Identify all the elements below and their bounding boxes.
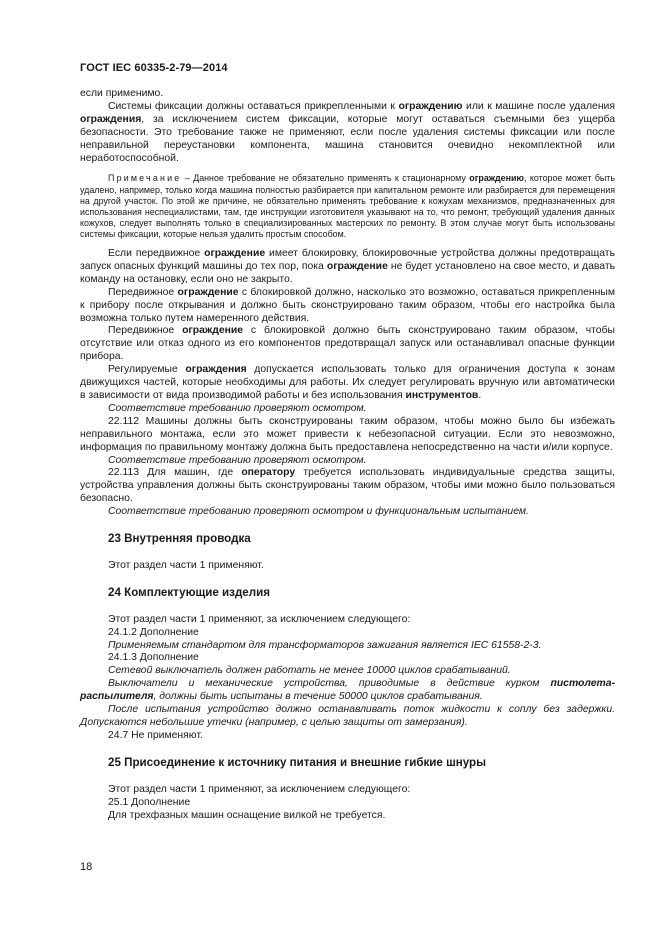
note-paragraph: Примечание – Данное требование не обязательно применять к стационарному ограждению, которое может быть удалено, например, только когда машина полностью разбирается при капитальном ремонте или разбирается для перемещения на другой участок. По этой же причине, не обязательно применять требование к кожухам механизмов, предназначенных для использования неспециалистами, там, где инструкции изготовителя указывают на то, что ремонт, требующий удаления данных кожухов, следует выполнять только в специализированных мастерских по ремонту. В этом случае могут быть использованы системы фиксации, которые нельзя удалить простым способом. — [80, 173, 615, 239]
paragraph-movable-guard: Передвижное ограждение с блокировкой должно, насколько это возможно, оставаться прикрепленным к прибору после открывания и должно быть сконструировано таким образом, чтобы его настройка была возможна только путем намеренного действия. — [80, 286, 615, 324]
section-heading-23: 23 Внутренняя проводка — [108, 532, 251, 546]
page-number: 18 — [80, 861, 93, 873]
standard-header: ГОСТ IEC 60335-2-79—2014 — [80, 62, 228, 74]
section-25-intro: Этот раздел части 1 применяют, за исключением следующего: — [108, 783, 411, 795]
clause-24-1-2-text: Применяемым стандартом для трансформаторов зажигания является IEC 61558-2-3. — [108, 639, 542, 651]
section-23-text: Этот раздел части 1 применяют. — [108, 559, 264, 571]
paragraph-adjustable-guard: Регулируемые ограждения допускается использовать только для ограничения доступа к зонам движущихся частей, которые необходимы для работы. Их следует регулировать вручную или автоматически в зависимости от вида производимой работы и без использования инструментов. — [80, 364, 615, 401]
page-body — [80, 88, 615, 822]
clause-22-113: 22.113 Для машин, где оператору требуется использовать индивидуальные средства защиты, устройства управления должны быть сконструированы таким образом, чтобы ими можно было пользоваться безопасно. — [80, 467, 615, 505]
paragraph-interlock: Если передвижное ограждение имеет блокировку, блокировочные устройства должны предотвращать запуск опасных функций машины до тех пор, пока ограждение не будет установлено на свое место, и давать команду на остановку, если оно не закрыто. — [80, 248, 615, 285]
section-heading-24: 24 Комплектующие изделия — [108, 585, 271, 599]
clause-24-1-3-text: Сетевой выключатель должен работать не менее 10000 циклов срабатываний. — [108, 665, 511, 677]
section-24-intro: Этот раздел части 1 применяют, за исключением следующего: — [108, 613, 411, 625]
section-heading-25: 25 Присоединение к источнику питания и внешние гибкие шнуры — [108, 755, 487, 769]
clause-24-1-3: 24.1.3 Дополнение — [108, 652, 199, 664]
paragraph-continuation: если применимо. — [80, 88, 164, 99]
paragraph-fixation: Системы фиксации должны оставаться прикрепленными к ограждению или к машине после удаления ограждения, за исключением систем фиксации, которые могут оставаться съемными без ущерба безопасности. Это требование также не применяют, если после удаления системы фиксации или после неправильной переустановки компонента, машина становится очевидно некомплектной или неработоспособной. — [80, 100, 615, 164]
clause-25-1-text: Для трехфазных машин оснащение вилкой не требуется. — [108, 809, 386, 821]
compliance-statement: Соответствие требованию проверяют осмотром и функциональным испытанием. — [108, 506, 529, 518]
compliance-statement: Соответствие требованию проверяют осмотром. — [108, 454, 367, 466]
trigger-switch-text: Выключатели и механические устройства, приводимые в действие курком пистолета-распылителя, должны быть испытаны в течение 50000 циклов срабатывания. — [80, 678, 615, 703]
compliance-statement: Соответствие требованию проверяют осмотром. — [108, 402, 367, 414]
clause-25-1: 25.1 Дополнение — [108, 796, 191, 808]
paragraph-movable-guard-failure: Передвижное ограждение с блокировкой должно быть сконструировано таким образом, чтобы отсутствие или отказ одного из его компонентов предотвращал запуск или останавливал опасные функции прибора. — [80, 325, 615, 363]
clause-24-1-2: 24.1.2 Дополнение — [108, 626, 199, 638]
clause-24-7: 24.7 Не применяют. — [108, 729, 203, 741]
note-label: Примечание — [108, 173, 182, 184]
clause-22-112: 22.112 Машины должны быть сконструированы таким образом, чтобы можно было бы избежать неправильного монтажа, если это может привести к небезопасной ситуации. Если это невозможно, информация по правильному монтажу должна быть предоставлена непосредственно на части и/или корпусе. — [80, 415, 615, 453]
post-test-text: После испытания устройство должно останавливать поток жидкости к соплу без задержки. Допускаются небольшие утечки (например, с целью защиты от замерзания). — [80, 704, 615, 728]
